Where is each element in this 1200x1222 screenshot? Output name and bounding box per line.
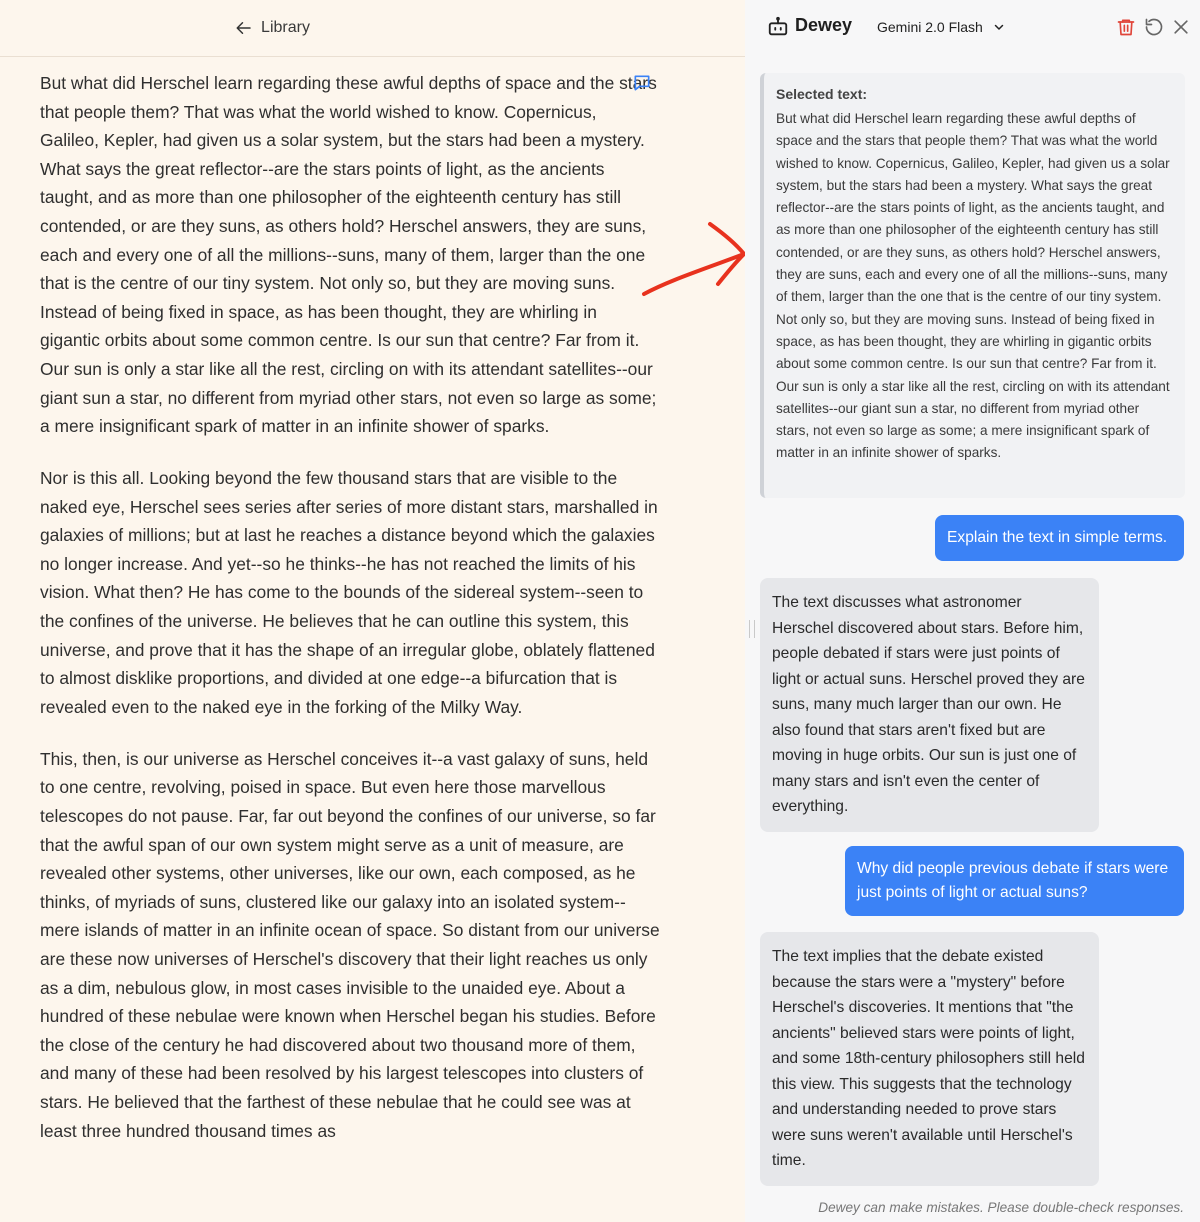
chevron-down-icon: [993, 21, 1005, 33]
model-select[interactable]: [867, 13, 1015, 41]
reader-header: [0, 0, 745, 57]
trash-icon[interactable]: [1116, 17, 1136, 37]
scroll-fade: [0, 1200, 745, 1222]
bot-icon: [767, 16, 789, 38]
model-select-value: Gemini 2.0 Flash: [877, 19, 983, 35]
selected-text-quote: [760, 73, 1185, 498]
paragraph: Nor is this all. Looking beyond the few thousand stars that are visible to the naked eye, Herschel sees series after series of more distant stars, marshalled in galaxies of millions; but at last he reaches a distance beyond which the galaxies no longer increase. And yet--so he thinks--he has not reached the limits of his vision. What then? He has come to the bounds of the sidereal system--seen to the confines of the universe. He believes that he can outline this system, this universe, and prove that it has the shape of an irregular globe, oblately flattened to almost disklike proportions, and divided at one edge--a bifurcation that is revealed even to the naked eye in the forking of the Milky Way.: [40, 468, 658, 717]
selected-text-content: But what did Herschel learn regarding these awful depths of space and the stars that people them? That was what the world wished to know. Copernicus, Galileo, Kepler, had given us a solar system, but the stars had been a mystery. What says the great reflector--are the stars points of light, as the ancients taught, and as more than one philosopher of the eighteenth century has still contended, or are they suns, as others hold? Herschel answers, they are suns, each and every one of all the millions--suns, many of them, larger than the one that is the centre of our tiny system. Not only so, but they are moving suns. Instead of being fixed in space, as has been thought, they are whirling in gigantic orbits about some common centre. Is our sun that centre? Far from it. Our sun is only a star like all the rest, circling on with its attendant satellites--our giant sun a star, no different from myriad other stars, not even so large as some; a mere insignificant spark of matter in an infinite shower of sparks.: [776, 111, 1170, 461]
back-to-library-link[interactable]: [235, 19, 310, 37]
user-message: Why did people previous debate if stars were just points of light or actual suns?: [845, 846, 1184, 916]
chat-panel: [745, 0, 1200, 1222]
annotation-arrow: [640, 218, 745, 300]
assistant-name: Dewey: [795, 15, 853, 35]
chat-header: [745, 0, 1200, 56]
back-label: Library: [261, 19, 310, 36]
assistant-message: The text discusses what astronomer Herschel discovered about stars. Before him, people debated if stars were just points of light or actual suns. Herschel proved they are suns, many much larger than our own. He also found that stars aren't fixed but are moving in huge orbits. Our sun is just one of many stars and isn't even the center of everything.: [760, 578, 1099, 832]
refresh-icon[interactable]: [1144, 17, 1164, 37]
paragraph: This, then, is our universe as Herschel conceives it--a vast galaxy of suns, held to one centre, revolving, poised in space. But even here those marvellous telescopes do not pause. Far, far out beyond the confines of our universe, so far that the awful span of our own system might serve as a unit of measure, are revealed other systems, other universes, like our own, each composed, as he thinks, of myriads of suns, clustered like our galaxy into an isolated system--mere islands of matter in an infinite ocean of space. So distant from our universe are these now universes of Herschel's discovery that their light reaches us only as a dim, nebulous glow, in most cases invisible to the unaided eye. About a hundred of these nebulae were known when Herschel began his studies. Before the close of the century he had discovered about two thousand more of them, and many of these had been resolved by his largest telescopes into clusters of stars. He believed that the farthest of these nebulae that he could see was at least three hundred thousand times as: [40, 748, 660, 1141]
user-message: Explain the text in simple terms.: [935, 515, 1184, 561]
close-icon[interactable]: [1171, 17, 1191, 37]
resize-handle[interactable]: [749, 620, 755, 638]
selected-text-label: Selected text:: [776, 86, 868, 102]
comment-icon[interactable]: [632, 73, 652, 93]
disclaimer: Dewey can make mistakes. Please double-check responses.: [818, 1200, 1184, 1215]
arrow-left-icon: [235, 19, 253, 37]
reader-text: [40, 69, 660, 1169]
assistant-message: The text implies that the debate existed because the stars were a "mystery" before Herschel's discoveries. It mentions that "the ancients" believed stars were points of light, and some 18th-century philosophers still held this view. This suggests that the technology and understanding needed to prove stars were suns weren't available until Herschel's time.: [760, 932, 1099, 1186]
paragraph: But what did Herschel learn regarding these awful depths of space and the stars that people them? That was what the world wished to know. Copernicus, Galileo, Kepler, had given us a solar system, but the stars had been a mystery. What says the great reflector--are the stars points of light, as the ancients taught, and as more than one philosopher of the eighteenth century has still contended, or are they suns, as others hold? Herschel answers, they are suns, each and every one of all the millions--suns, many of them, larger than the one that is the centre of our tiny system. Not only so, but they are moving suns. Instead of being fixed in space, as has been thought, they are whirling in gigantic orbits about some common centre. Is our sun that centre? Far from it. Our sun is only a star like all the rest, circling on with its attendant satellites--our giant sun a star, no different from myriad other stars, not even so large as some; a mere insignificant spark of matter in an infinite shower of sparks.: [40, 73, 657, 437]
